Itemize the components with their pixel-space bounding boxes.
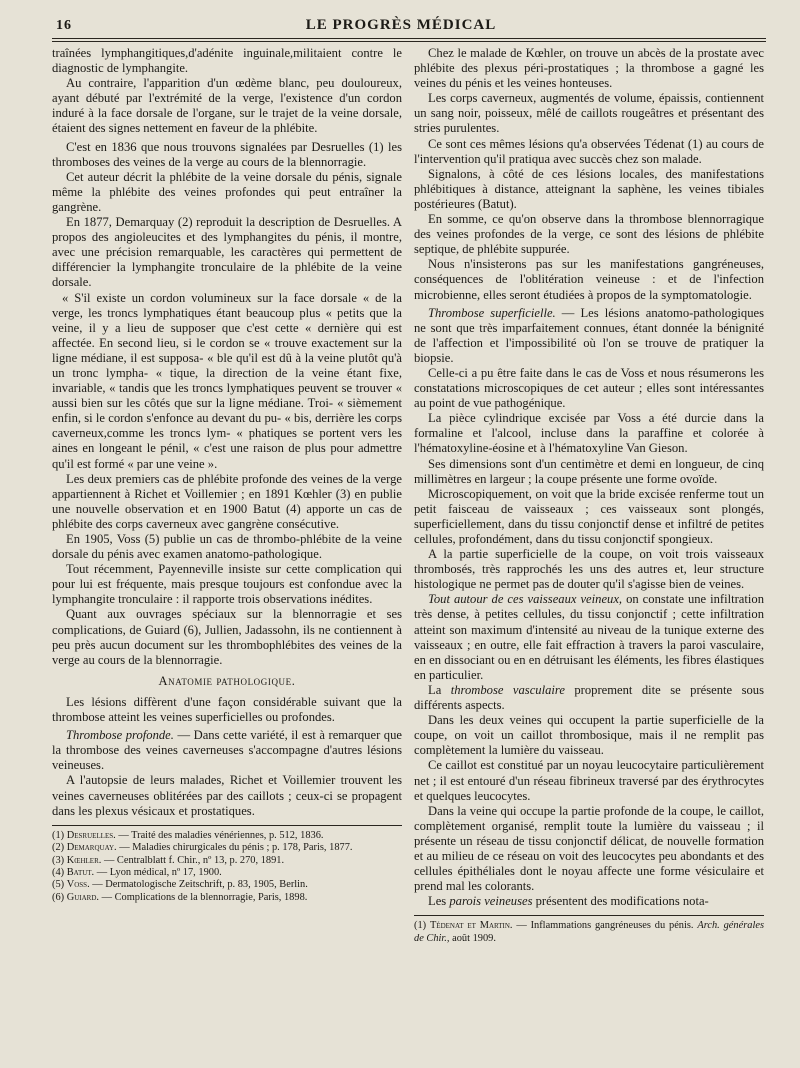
footnote: (6) Guiard. — Complications de la blennorragie, Paris, 1898. [52, 891, 308, 903]
paragraph: C'est en 1836 que nous trouvons signalées par Desruelles (1) les thromboses des veines de la verge au cours de la blennorragie. [52, 139, 402, 169]
paragraph: Nous n'insisterons pas sur les manifestations gangréneuses, conséquences de l'oblitération veineuse : et de l'infection microbienne, elles seront étudiées à propos de la symptomatologie. [414, 257, 764, 302]
paragraph: En 1905, Voss (5) publie un cas de thrombo-phlébite de la veine dorsale du pénis avec examen anatomo-pathologique. [52, 532, 402, 562]
paragraph-text: on constate une infiltration très dense, à petites cellules, du tissu conjonctif ; cette infiltration atteint son maximum d'intensité au niveau de la tunique externe des vaisseaux ; en outre, elle fait effraction à travers la paroi vasculaire, en en dissociant ou en en détruisant les éléments, les fibres élastiques en particulier. [414, 592, 764, 682]
paragraph: La pièce cylindrique excisée par Voss a été durcie dans la formaline et l'alcool, incluse dans la paraffine et colorée à l'hématoxyline-éosine et à l'hématoxyline Van Gieson. [414, 411, 764, 456]
paragraph-autour [414, 592, 764, 683]
paragraph: Ses dimensions sont d'un centimètre et demi en longueur, de cinq millimètres en largeur ; la coupe présente une forme ovoïde. [414, 456, 764, 486]
paragraph: En somme, ce qu'on observe dans la thrombose blennorragique des veines profondes de la verge, ce sont des lésions de phlébite septique, de phlébite suppurée. [414, 212, 764, 257]
paragraph: A l'autopsie de leurs malades, Richet et Voillemier trouvent les veines caverneuses oblitérées par des caillots ; ceux-ci se propagent dans les plexus vésicaux et prostatiques. [52, 773, 402, 818]
paragraph: Les deux premiers cas de phlébite profonde des veines de la verge appartiennent à Richet et Voillemier ; en 1891 Kœhler (3) en publie une nouvelle observation et en 1900 Batut (4) apporte un cas de phlébite des corps caverneux avec gangrène consécutive. [52, 471, 402, 531]
footnote: (4) Batut. — Lyon médical, nº 17, 1900. [52, 866, 222, 878]
paragraph-text: — Dans cette variété, il est à remarquer que la thrombose des veines caverneuses s'accompagne d'autres lésions veineuses. [52, 728, 402, 773]
italic-phrase: parois veineuses [449, 894, 533, 909]
paragraph: Les lésions diffèrent d'une façon considérable suivant que la thrombose atteint les veines superficielles ou profondes. [52, 694, 402, 725]
footnote: (5) Voss. — Dermatologische Zeitschrift, p. 83, 1905, Berlin. [52, 879, 308, 891]
paragraph-thrombose-vasculaire: La thrombose vasculaire proprement dite se présente sous différents aspects. [414, 682, 764, 713]
italic-phrase: Tout autour de ces vaisseaux veineux, [428, 592, 623, 607]
paragraph: Cet auteur décrit la phlébite de la veine dorsale du pénis, signale même la phlébite des veines profondes qui peut entraîner la gangrène. [52, 169, 402, 214]
paragraph: Les corps caverneux, augmentés de volume, épaissis, contiennent un sang noir, poisseux, mêlé de caillots rougeâtres et présentant des stries purulentes. [414, 91, 764, 136]
paragraph: Dans la veine qui occupe la partie profonde de la coupe, le caillot, complètement organisé, remplit toute la lumière du vaisseau ; il présente un réseau de tissu conjonctif délicat, de nouvelle formation et au milieu de ce réseau on voit des leucocytes peu abondants et des cellules épithéliales dont le noyau affecte une forme vésiculaire et prend mal les colorants. [414, 803, 764, 894]
footnote: (1) Tédenat et Martin. — Inflammations gangréneuses du pénis. Arch. générales de Chir., août 1909. [414, 920, 764, 944]
left-column [52, 46, 402, 1056]
paragraph-thrombose-profonde [52, 728, 402, 773]
paragraph: Signalons, à côté de ces lésions locales, des manifestations phlébitiques à distance, atteignant la saphène, les veines tibiales postérieures (Batut). [414, 166, 764, 211]
subsection-title: Thrombose profonde. [66, 728, 174, 743]
paragraph-parois: Les parois veineuses présentent des modifications nota- [428, 894, 709, 909]
paragraph: traînées lymphangitiques,d'adénite inguinale,militaient contre le diagnostic de lymphangite. [52, 46, 402, 76]
page-number: 16 [56, 18, 72, 33]
header-rule [52, 38, 766, 39]
footnote-rule [414, 915, 764, 916]
header-rule-double [52, 41, 766, 42]
paragraph: Ce sont ces mêmes lésions qu'a observées Tédenat (1) au cours de l'intervention qu'il pratiqua avec succès chez son malade. [414, 136, 764, 166]
quotation: « S'il existe un cordon volumineux sur la face dorsale « de la verge, les troncs lymphatiques étant beaucoup plus « petits que la veine, il y a lieu de supposer que c'est cette « dernière qui est affectée. En second lieu, si le cordon se « trouve exactement sur la ligne médiane, il est supposa- « ble qu'il est dû à la veine plutôt qu'à un tronc lympha- « tique, la direction de la veine étant fixe, invariable, « tandis que les troncs lymphatiques peuvent se trouver « aussi bien sur les côtés que sur la ligne médiane. Troi- « sièmement enfin, si le cordon s'enfonce au devant du pu- « bis, derrière les corps caverneux,comme les troncs lym- « phatiques se portent vers les aines en longeant le pénil, « c'est une raison de plus pour admettre qu'il est formé « par une veine ». [52, 290, 402, 471]
paragraph: Celle-ci a pu être faite dans le cas de Voss et nous résumerons les constatations microscopiques de cet auteur ; elles sont intéressantes au point de vue pathogénique. [414, 365, 764, 411]
paragraph-thrombose-superficielle [414, 306, 764, 366]
italic-phrase: thrombose vasculaire [450, 682, 565, 697]
paragraph: A la partie superficielle de la coupe, on voit trois vaisseaux thrombosés, très rapprochés les uns des autres et, leur structure histologique ne permet pas de douter qu'il s'agisse bien de veines. [414, 547, 764, 592]
subsection-title: Thrombose superficielle. [428, 305, 556, 320]
paragraph-text: — Les lésions anatomo-pathologiques ne sont que très imparfaitement connues, étant donnée la bénignité de l'affection et l'impossibilité où l'on se trouve de pratiquer la biopsie. [414, 305, 764, 365]
journal-title: LE PROGRÈS MÉDICAL [305, 17, 497, 33]
footnote: (2) Demarquay. — Maladies chirurgicales du pénis ; p. 178, Paris, 1877. [52, 842, 353, 854]
paragraph: Dans les deux veines qui occupent la partie superficielle de la coupe, on voit un caillot thrombosique, mais il ne remplit pas complètement la lumière du vaisseau. [414, 713, 764, 758]
paragraph: Au contraire, l'apparition d'un œdème blanc, peu douloureux, ayant débuté par l'extrémité de la verge, l'existence d'un cordon induré à la face dorsale de l'organe, sur le trajet de la veine dorsale, étaient des signes nettement en faveur de la phlébite. [52, 76, 402, 136]
section-title: Anatomie pathologique. [158, 673, 296, 688]
paragraph: Microscopiquement, on voit que la bride excisée renferme tout un petit faisceau de vaisseaux ; ces vaisseaux sont plongés, superficiellement, dans du tissu conjonctif dense et infiltré de petites cellules, profondément, dans du tissu conjonctif spongieux. [414, 486, 764, 546]
footnote: (3) Kœhler. — Centralblatt f. Chir., nº 13, p. 270, 1891. [52, 854, 285, 866]
paragraph: Tout récemment, Payenneville insiste sur cette complication qui pour lui est fréquente, mais presque toujours est confondue avec la lymphangite tronculaire : il rapporte trois observations inédites. [52, 562, 402, 607]
footnote: (1) Desruelles. — Traité des maladies vénériennes, p. 512, 1836. [52, 829, 324, 841]
footnote-rule [52, 825, 402, 826]
paragraph: Ce caillot est constitué par un noyau leucocytaire particulièrement net ; il est entouré d'un réseau fibrineux traversé par des érythrocytes et quelques leucocytes. [414, 758, 764, 803]
page-header [28, 14, 774, 38]
paragraph: Quant aux ouvrages spéciaux sur la blennorragie et ses complications, de Guiard (6), Jullien, Jadassohn, ils ne contiennent à peu près aucun document sur les thrombophlébites des veines de la verge au cours de la blennorragie. [52, 607, 402, 667]
paragraph: En 1877, Demarquay (2) reproduit la description de Desruelles. A propos des angioleucites et des lymphangites du pénis, il montre, avec une précision remarquable, les caractères qui permettent de différencier la lymphangite tronculaire de la phlébite de la veine dorsale. [52, 215, 402, 290]
paragraph: Chez le malade de Kœhler, on trouve un abcès de la prostate avec phlébite des plexus péri-prostatiques ; la thrombose a gagné les veines du pénis et les veines honteuses. [414, 46, 764, 91]
right-column [414, 46, 764, 1056]
